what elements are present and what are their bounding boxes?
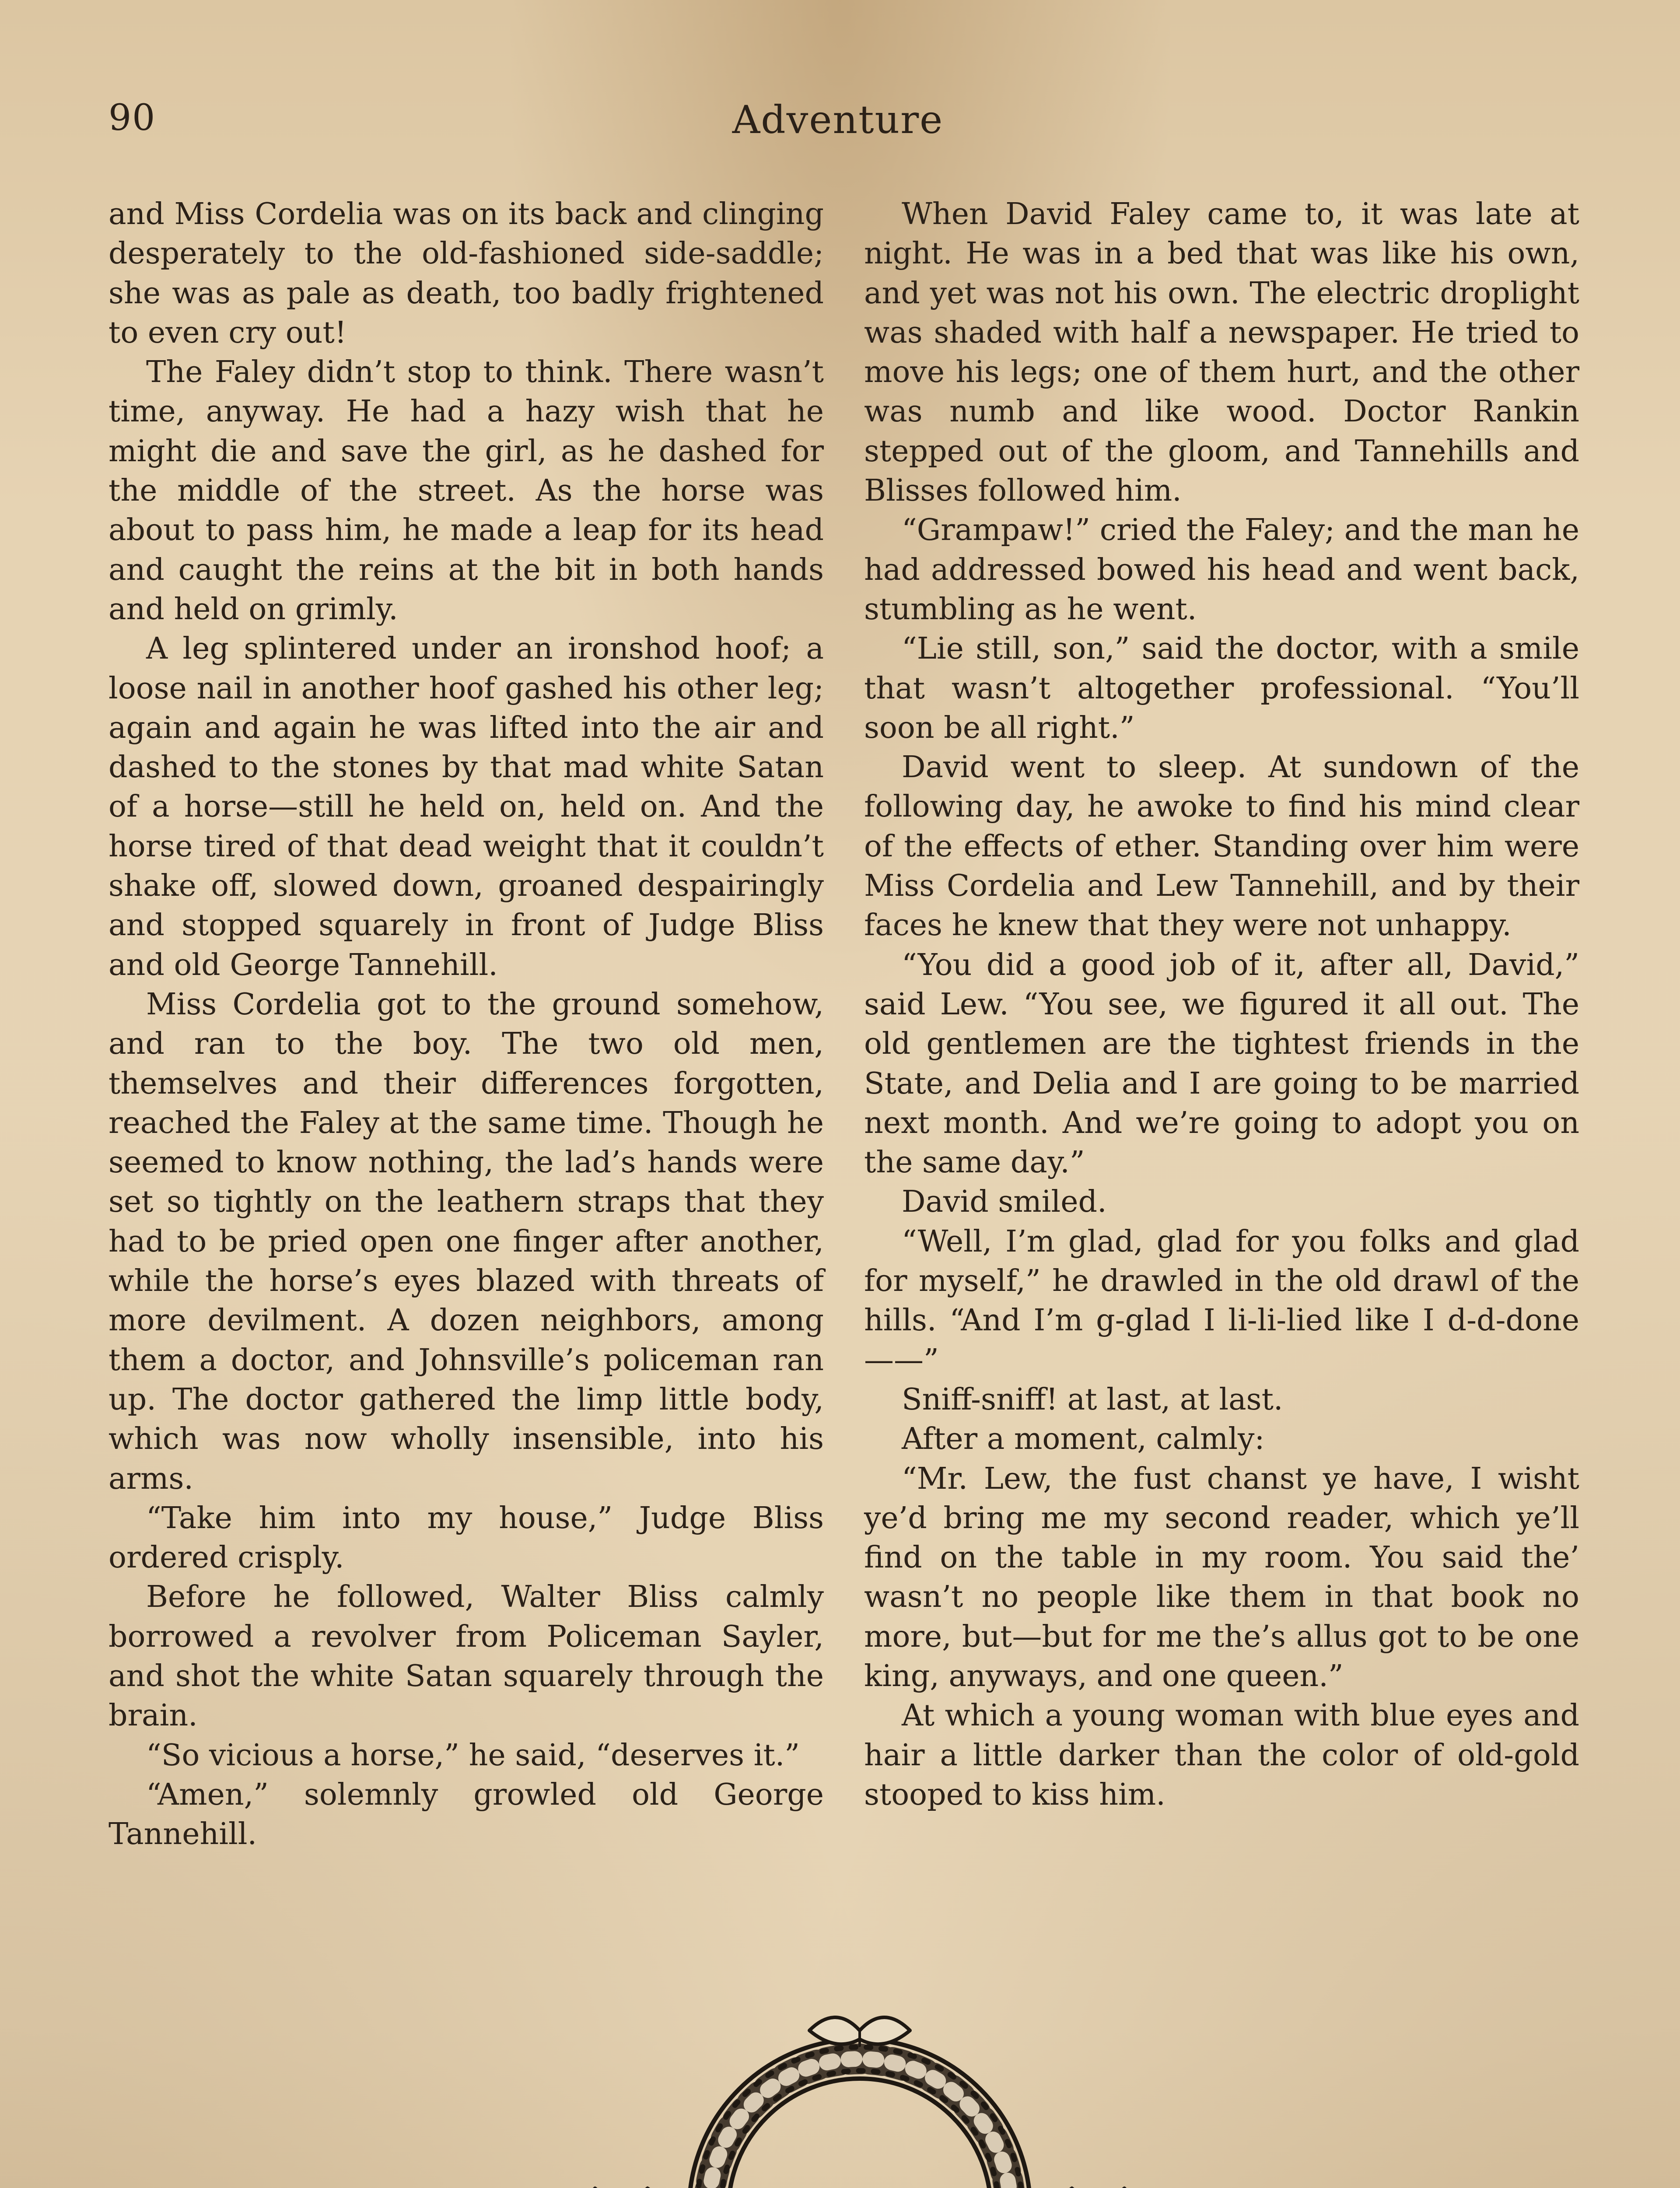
paragraph: David smiled. [902,1185,1107,1220]
paragraph: and Miss Cordelia was on its back and clinging desperately to the old-fashioned side-saddle; she was as pale as death, too badly frightened to even cry out! [108,197,824,350]
paragraph: David went to sleep. At sundown of the following day, he awoke to find his mind clear of the effects of ether. Standing over him were Miss Cordelia and Lew Tannehill, and by their faces he knew that they were not unhappy. [864,750,1579,943]
paragraph: “You did a good job of it, after all, David,” said Lew. “You see, we figured it all out. The old gentlemen are the tightest friends in the State, and Delia and I are going to be married next month. And we’re going to adopt you on the same day.” [864,947,1579,1180]
paragraph: “Grampaw!” cried the Faley; and the man he had addressed bowed his head and went back, stumbling as he went. [864,513,1579,627]
paragraph: “Mr. Lew, the fust chanst ye have, I wisht ye’d bring me my second reader, which ye’ll find on the table in my room. You said the’ wasn’t no people like them in that book no more, but—but for me the’s allus got to be one king, anyways, and one queen.” [864,1461,1579,1694]
paragraph: Miss Cordelia got to the ground somehow, and ran to the boy. The two old men, themselves and their differences forgotten, reached the Faley at the same time. Though he seemed to know nothing, the lad’s hands were set so tightly on the leathern straps that they had to be pried open one finger after another, while the horse’s eyes blazed with threats of more devilment. A dozen neighbors, among them a doctor, and Johnsville’s policeman ran up. The doctor gathered the limp little body, which was now wholly insensible, into his arms. [108,987,824,1496]
paragraph: The Faley didn’t stop to think. There wasn’t time, anyway. He had a hazy wish that he might die and save the girl, as he dashed for the middle of the street. As the horse was about to pass him, he made a leap for its head and caught the reins at the bit in both hands and held on grimly. [108,355,824,627]
wreath-ribbon-ornament [503,2004,1216,2188]
paragraph: “Take him into my house,” Judge Bliss ordered crisply. [108,1501,824,1575]
page-number: 90 [108,97,156,139]
page-header [0,97,1680,150]
right-text-column [864,195,1579,1815]
paragraph: “Amen,” solemnly growled old George Tannehill. [108,1777,824,1852]
paragraph: Sniff-sniff! at last, at last. [902,1382,1283,1417]
paragraph: Before he followed, Walter Bliss calmly borrowed a revolver from Policeman Sayler, and shot the white Satan squarely through the brain. [108,1580,824,1733]
left-text-column [108,195,824,1854]
running-title: Adventure [732,97,944,142]
paragraph: “Lie still, son,” said the doctor, with a smile that wasn’t altogether professional. “You’ll soon be all right.” [864,631,1579,745]
paragraph: When David Faley came to, it was late at night. He was in a bed that was like his own, and yet was not his own. The electric droplight was shaded with half a newspaper. He tried to move his legs; one of them hurt, and the other was numb and like wood. Doctor Rankin stepped out of the gloom, and Tannehills and Blisses followed him. [864,197,1579,508]
paragraph: A leg splintered under an ironshod hoof; a loose nail in another hoof gashed his other leg; again and again he was lifted into the air and dashed to the stones by that mad white Satan of a horse—still he held on, held on. And the horse tired of that dead weight that it couldn’t shake off, slowed down, groaned despairingly and stopped squarely in front of Judge Bliss and old George Tannehill. [108,631,824,982]
paragraph: At which a young woman with blue eyes and hair a little darker than the color of old-gold stooped to kiss him. [864,1698,1579,1812]
paragraph: “So vicious a horse,” he said, “deserves it.” [146,1738,800,1773]
paragraph: “Well, I’m glad, glad for you folks and glad for myself,” he drawled in the old drawl of the hills. “And I’m g-glad I li-li-lied like I d-d-done——” [864,1224,1579,1378]
paragraph: After a moment, calmly: [902,1422,1265,1457]
